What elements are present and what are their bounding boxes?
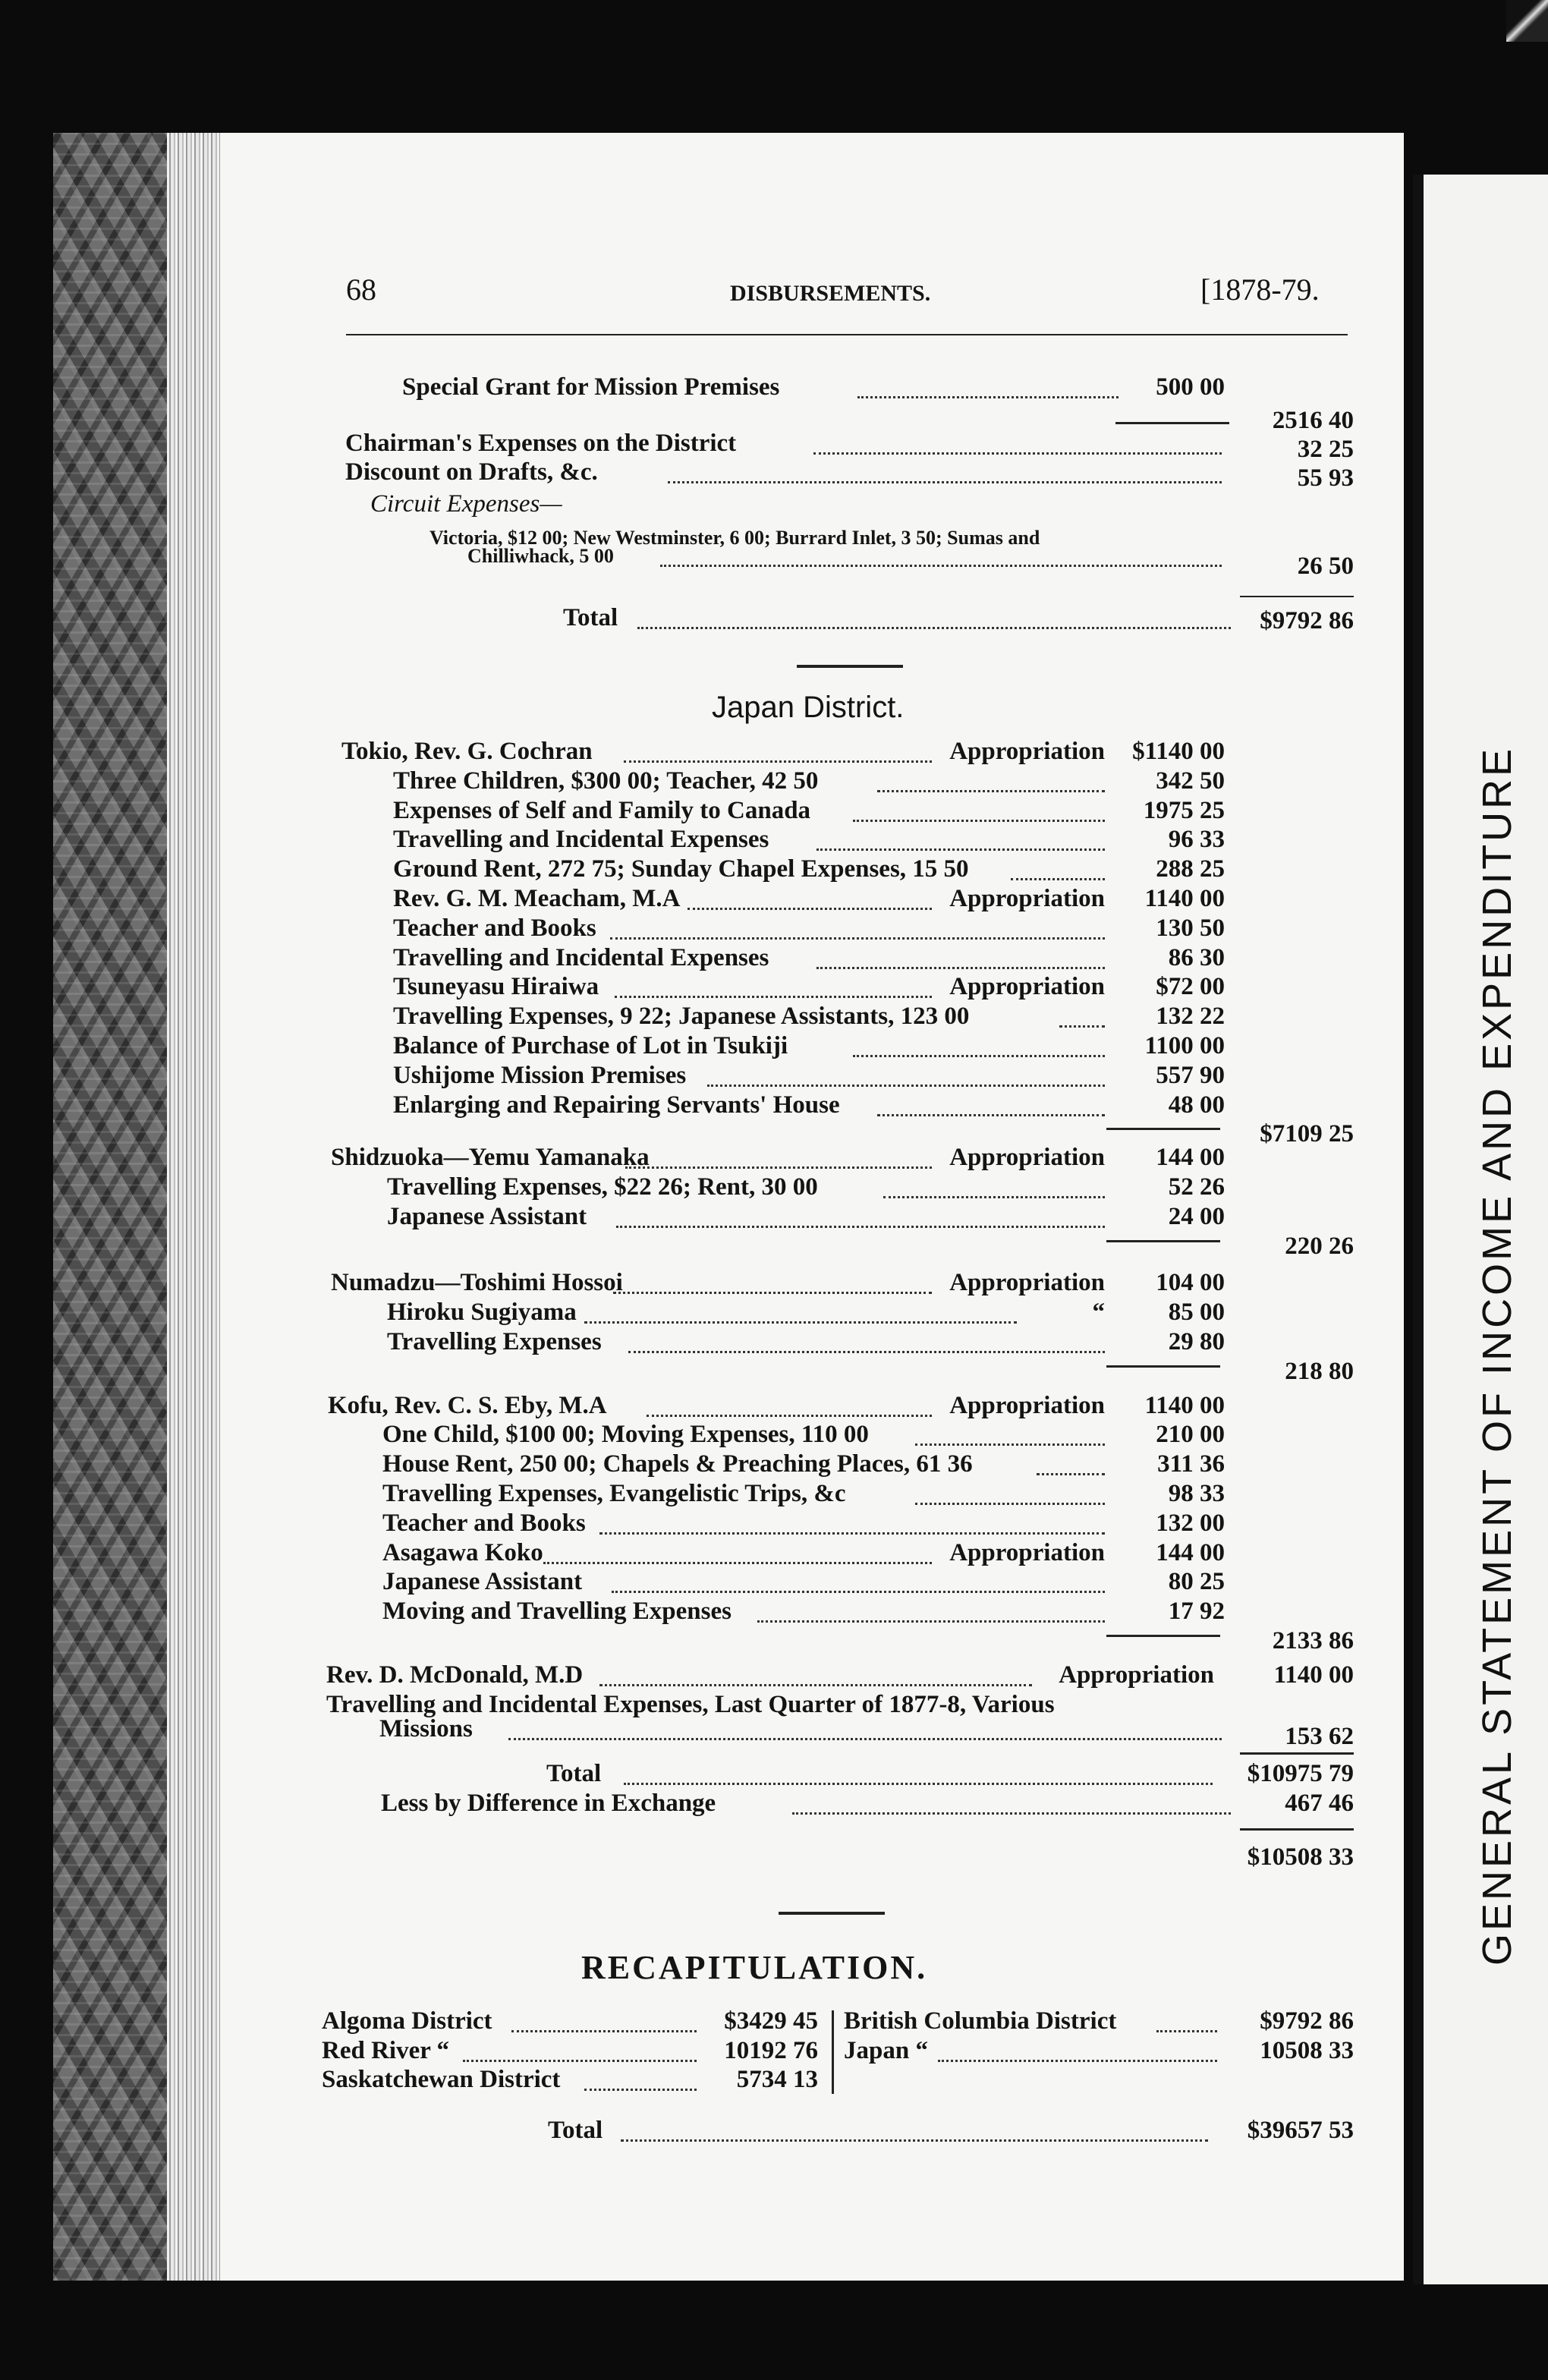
ledger-item-amount: 144 00	[1156, 1538, 1225, 1566]
special-grant-amount: 500 00	[1156, 373, 1225, 401]
leader-dots	[584, 2089, 697, 2091]
circuit-line-1: Victoria, $12 00; New Westminster, 6 00; Burrard Inlet, 3 50; Sumas and	[429, 527, 1040, 549]
leader-dots	[616, 1226, 1105, 1228]
ledger-item-amount: 557 90	[1156, 1061, 1225, 1089]
ledger-item-amount: 1100 00	[1144, 1032, 1225, 1059]
ledger-item-label: House Rent, 250 00; Chapels & Preaching Places, 61 36	[382, 1450, 973, 1478]
leader-dots	[511, 2030, 697, 2032]
ledger-item-amount: 17 92	[1168, 1598, 1225, 1626]
header-rule	[346, 334, 1348, 335]
last-quarter-line-2: Missions	[379, 1715, 473, 1743]
japan-total-amount: $10975 79	[1247, 1760, 1354, 1788]
section-head-amount: 104 00	[1156, 1269, 1225, 1297]
ledger-item-label: Hiroku Sugiyama	[387, 1299, 577, 1327]
ledger-item-label: Travelling and Incidental Expenses	[393, 826, 769, 854]
leader-dots	[1156, 2030, 1217, 2032]
leader-dots	[668, 481, 1222, 483]
ledger-item-amount: 132 22	[1156, 1003, 1225, 1031]
leader-dots	[707, 1085, 1105, 1087]
circuit-heading: Circuit Expenses—	[370, 490, 562, 518]
bc-subtotal: 2516 40	[1272, 407, 1354, 434]
ledger-item-amount: 132 00	[1156, 1509, 1225, 1537]
leader-dots	[599, 1532, 1105, 1535]
ledger-item-amount: 86 30	[1168, 943, 1225, 971]
circuit-line-2: Chilliwhack, 5 00	[467, 545, 614, 567]
ledger-item-amount: 130 50	[1156, 914, 1225, 942]
ledger-item-amount: 24 00	[1168, 1202, 1225, 1230]
sum-rule	[1106, 1128, 1220, 1130]
leader-dots	[915, 1443, 1105, 1446]
marbled-binding	[53, 133, 167, 2281]
section-subtotal: 218 80	[1285, 1357, 1354, 1385]
leader-dots	[508, 1738, 1222, 1740]
sum-rule	[1106, 1635, 1220, 1637]
mcdonald-amount: 1140 00	[1273, 1661, 1354, 1689]
leader-dots	[624, 1783, 1213, 1785]
section-head-kind: Appropriation	[949, 1144, 1105, 1172]
exchange-amount: 467 46	[1285, 1790, 1354, 1817]
last-quarter-amount: 153 62	[1285, 1723, 1354, 1751]
leader-dots	[757, 1620, 1105, 1623]
recap-left-label: Saskatchewan District	[322, 2066, 561, 2094]
page-corner-shadow	[1506, 0, 1548, 42]
sum-rule	[1240, 596, 1354, 597]
sum-rule	[1106, 1365, 1220, 1368]
leader-dots	[813, 452, 1222, 455]
section-head-kind: Appropriation	[949, 1391, 1105, 1419]
sum-rule	[1240, 1752, 1354, 1755]
circuit-amount: 26 50	[1297, 552, 1354, 580]
leader-dots	[613, 1292, 932, 1294]
facing-page-title: GENERAL STATEMENT OF INCOME AND EXPENDITURE	[1474, 745, 1520, 1966]
sum-rule	[779, 1912, 885, 1915]
sum-rule	[1240, 1828, 1354, 1831]
leader-dots	[877, 1114, 1105, 1116]
recap-left-amount: 5734 13	[736, 2066, 818, 2094]
mcdonald-label: Rev. D. McDonald, M.D	[326, 1661, 584, 1689]
mcdonald-kind: Appropriation	[1059, 1661, 1214, 1689]
ledger-item-amount: 96 33	[1168, 826, 1225, 854]
chairman-label: Chairman's Expenses on the District	[345, 430, 737, 457]
leader-dots	[612, 1591, 1105, 1593]
section-head-kind: Appropriation	[949, 1269, 1105, 1297]
ledger-item-amount: 52 26	[1168, 1173, 1225, 1201]
leader-dots	[853, 1055, 1105, 1057]
ledger-item-label: Travelling Expenses, 9 22; Japanese Assistants, 123 00	[393, 1003, 970, 1031]
recap-left-amount: $3429 45	[724, 2007, 818, 2035]
leader-dots	[610, 937, 1105, 940]
section-head-label: Kofu, Rev. C. S. Eby, M.A	[328, 1391, 607, 1419]
bc-total-amount: $9792 86	[1260, 607, 1354, 634]
ledger-item-label: Japanese Assistant	[382, 1568, 583, 1596]
japan-net-total: $10508 33	[1247, 1843, 1354, 1871]
leader-dots	[857, 396, 1119, 398]
bc-total-label: Total	[563, 604, 618, 631]
leader-dots	[687, 908, 932, 910]
leader-dots	[647, 1415, 932, 1417]
leader-dots	[625, 1166, 932, 1169]
section-subtotal: 2133 86	[1272, 1627, 1354, 1654]
page-number: 68	[346, 272, 376, 307]
recap-right-amount: $9792 86	[1260, 2007, 1354, 2035]
discount-label: Discount on Drafts, &c.	[345, 458, 598, 486]
ledger-item-label: One Child, $100 00; Moving Expenses, 110 00	[382, 1421, 869, 1449]
leader-dots	[816, 967, 1105, 969]
ledger-item-amount: 98 33	[1168, 1480, 1225, 1507]
ledger-item-kind: Appropriation	[949, 885, 1105, 912]
section-head-kind: Appropriation	[949, 738, 1105, 765]
recap-left-amount: 10192 76	[724, 2036, 818, 2064]
ledger-item-amount: $72 00	[1156, 973, 1225, 1001]
ledger-item-label: Tsuneyasu Hiraiwa	[393, 973, 599, 1001]
recap-right-label: British Columbia District	[844, 2007, 1117, 2035]
leader-dots	[853, 820, 1105, 822]
section-subtotal: 220 26	[1285, 1232, 1354, 1260]
ledger-item-label: Asagawa Koko	[382, 1538, 543, 1566]
ledger-item-label: Moving and Travelling Expenses	[382, 1598, 732, 1626]
ledger-item-amount: 29 80	[1168, 1328, 1225, 1355]
ledger-item-amount: 1975 25	[1143, 796, 1225, 824]
exchange-label: Less by Difference in Exchange	[381, 1790, 716, 1817]
recap-right-amount: 10508 33	[1260, 2036, 1354, 2064]
sum-rule	[797, 665, 903, 668]
ledger-item-label: Travelling and Incidental Expenses	[393, 943, 769, 971]
ledger-item-label: Teacher and Books	[393, 914, 596, 942]
section-head-amount: 144 00	[1156, 1144, 1225, 1172]
ledger-item-label: Enlarging and Repairing Servants' House	[393, 1091, 840, 1119]
ledger-item-amount: 210 00	[1156, 1421, 1225, 1449]
ledger-item-amount: 80 25	[1168, 1568, 1225, 1596]
recap-total-amount: $39657 53	[1247, 2117, 1354, 2145]
ledger-item-kind: Appropriation	[949, 1538, 1105, 1566]
ledger-item-amount: 311 36	[1157, 1450, 1225, 1478]
ledger-item-amount: 1140 00	[1144, 885, 1225, 912]
ledger-item-kind: “	[1092, 1299, 1105, 1327]
leader-dots	[543, 1562, 932, 1564]
ledger-item-label: Expenses of Self and Family to Canada	[393, 796, 811, 824]
leader-dots	[637, 627, 1231, 629]
section-head-label: Numadzu—Toshimi Hossoi	[331, 1269, 623, 1297]
recap-heading: RECAPITULATION.	[581, 1948, 928, 1986]
ledger-item-label: Ushijome Mission Premises	[393, 1061, 687, 1089]
leader-dots	[1059, 1025, 1105, 1028]
leader-dots	[628, 1351, 1105, 1353]
leader-dots	[624, 760, 932, 763]
section-head-amount: 1140 00	[1144, 1391, 1225, 1419]
ledger-item-amount: 48 00	[1168, 1091, 1225, 1119]
ledger-item-amount: 288 25	[1156, 855, 1225, 883]
ledger-item-amount: 85 00	[1168, 1299, 1225, 1327]
japan-total-label: Total	[546, 1760, 602, 1788]
section-head-amount: $1140 00	[1132, 738, 1225, 765]
chairman-amount: 32 25	[1297, 436, 1354, 463]
leader-dots	[915, 1503, 1105, 1505]
gutter	[1413, 175, 1424, 2284]
sum-rule	[1115, 422, 1229, 424]
sum-rule	[1106, 1240, 1220, 1242]
leader-dots	[463, 2060, 697, 2062]
page-edges	[167, 133, 220, 2281]
ledger-item-label: Travelling Expenses, Evangelistic Trips, &c	[382, 1480, 846, 1507]
discount-amount: 55 93	[1297, 464, 1354, 492]
recap-left-label: Algoma District	[322, 2007, 492, 2035]
recap-left-label: Red River “	[322, 2036, 450, 2064]
recap-total-label: Total	[548, 2117, 603, 2145]
section-head-label: Tokio, Rev. G. Cochran	[341, 738, 593, 765]
leader-dots	[1037, 1473, 1105, 1475]
leader-dots	[1011, 878, 1105, 880]
leader-dots	[938, 2060, 1217, 2062]
section-head-label: Shidzuoka—Yemu Yamanaka	[331, 1144, 650, 1172]
ledger-item-label: Travelling Expenses	[387, 1328, 602, 1355]
ledger-item-label: Japanese Assistant	[387, 1202, 587, 1230]
recap-right-label: Japan “	[844, 2036, 928, 2064]
leader-dots	[599, 1684, 1032, 1686]
year-range: [1878-79.	[1200, 272, 1320, 307]
japan-heading: Japan District.	[712, 691, 905, 724]
ledger-item-label: Rev. G. M. Meacham, M.A	[393, 885, 681, 912]
section-subtotal: $7109 25	[1260, 1120, 1354, 1148]
leader-dots	[792, 1812, 1231, 1815]
leader-dots	[816, 848, 1105, 851]
running-title: DISBURSEMENTS.	[730, 281, 931, 306]
leader-dots	[584, 1321, 1017, 1324]
ledger-item-label: Teacher and Books	[382, 1509, 586, 1537]
ledger-item-label: Travelling Expenses, $22 26; Rent, 30 00	[387, 1173, 818, 1201]
special-grant-label: Special Grant for Mission Premises	[402, 373, 780, 401]
leader-dots	[660, 565, 1222, 567]
last-quarter-line-1: Travelling and Incidental Expenses, Last Quarter of 1877-8, Various	[326, 1690, 1055, 1718]
ledger-item-amount: 342 50	[1156, 767, 1225, 795]
ledger-item-label: Three Children, $300 00; Teacher, 42 50	[393, 767, 819, 795]
ledger-item-kind: Appropriation	[949, 973, 1105, 1001]
recap-divider	[832, 2010, 834, 2094]
ledger-item-label: Balance of Purchase of Lot in Tsukiji	[393, 1032, 788, 1059]
leader-dots	[615, 996, 932, 998]
leader-dots	[621, 2139, 1208, 2142]
leader-dots	[883, 1196, 1105, 1198]
leader-dots	[877, 790, 1105, 792]
ledger-item-label: Ground Rent, 272 75; Sunday Chapel Expenses, 15 50	[393, 855, 969, 883]
